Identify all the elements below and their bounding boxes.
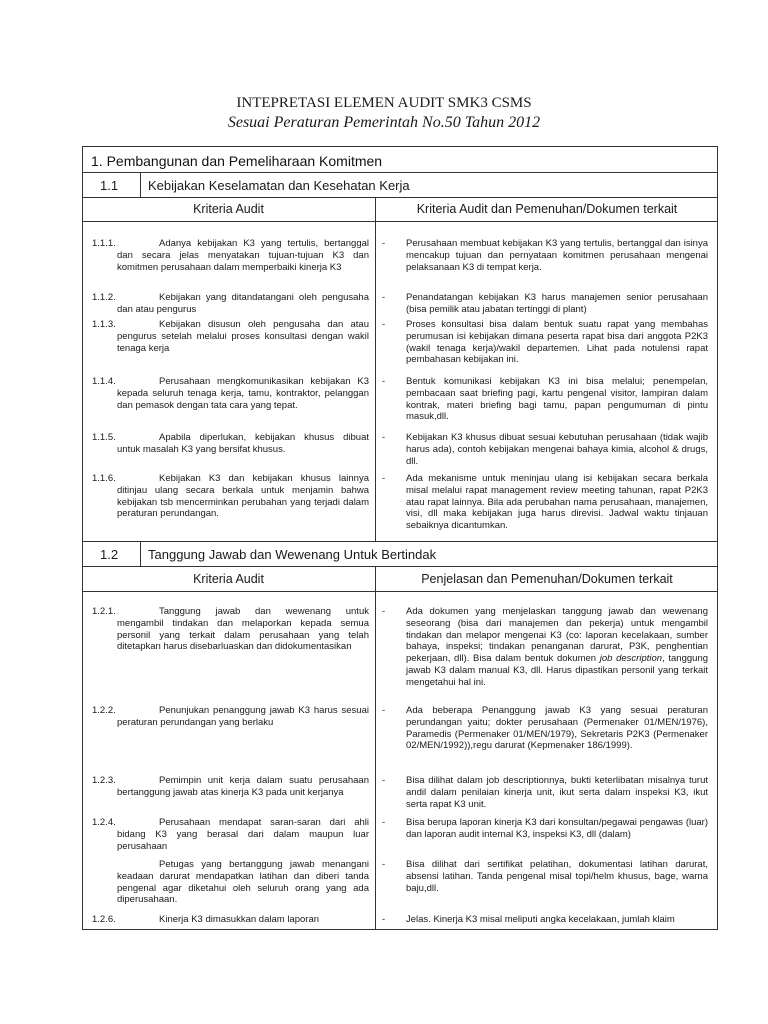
column-header-right: Kriteria Audit dan Pemenuhan/Dokumen terkait [416, 202, 678, 216]
section-title: 1. Pembangunan dan Pemeliharaan Komitmen [91, 153, 383, 169]
divider [82, 221, 718, 222]
subsection-title: Kebijakan Keselamatan dan Kesehatan Kerja [148, 178, 410, 193]
explanation-text: Kebijakan K3 khusus dibuat sesuai kebutuhan perusahaan (tidak wajib harus ada), contoh kebijakan mengenai bahaya kimia, alcohol & drugs, dll. [406, 432, 708, 467]
subsection-number: 1.1 [100, 178, 119, 193]
criteria-number: 1.1.2. [92, 292, 116, 303]
bullet-dash: - [382, 914, 386, 925]
divider [82, 172, 718, 173]
criteria-number: 1.1.4. [92, 376, 116, 387]
criteria-text: Petugas yang bertanggung jawab menangani keadaan darurat mendapatkan latihan dan diberi tanda pengenal agar diketahui oleh seluruh orang yang ada diperusahaan. [117, 859, 369, 906]
explanation-text: Bisa dilihat dalam job descriptionnya, bukti keterlibatan misalnya turut andil dalam penilaian kinerja unit, ikut serta dalam inspeksi K3, ikut serta rapat K3 unit. [406, 775, 708, 810]
column-divider [375, 566, 376, 930]
bullet-dash: - [382, 319, 386, 330]
explanation-text: Bentuk komunikasi kebijakan K3 ini bisa melalui; penempelan, pembacaan saat briefing pagi, kartu pengenal visitor, lampiran dalam kontrak, materi briefing bagi tamu, papan pengumuman di pintu masuk,dll. [406, 376, 708, 423]
explanation-text: Ada dokumen yang menjelaskan tanggung jawab dan wewenang seseorang (bisa dari manajemen dan pekerja) untuk mengambil tindakan dan melapor mengenai K3 (co: laporan kecelakaan, sumber bahaya, inspeksi; tindakan penanganan darurat, P3K, penghentian pekerjaan, dll). Bisa dalam bentuk dokumen job description, tanggung jawab K3 dalam manual K3, dll. Harus dipastikan personil yang terkait mengetahui hal ini. [406, 606, 709, 688]
divider [82, 541, 718, 542]
criteria-number: 1.2.2. [92, 705, 116, 716]
criteria-number: 1.1.6. [92, 473, 116, 484]
criteria-text: Perusahaan mendapat saran-saran dari ahli bidang K3 yang berasal dari dalam maupun luar perusahaan [117, 817, 369, 852]
explanation-text: Bisa dilihat dari sertifikat pelatihan, dokumentasi latihan darurat, absensi latihan. Tanda pengenal misal topi/helm khusus, bage, warna baju,dll. [406, 859, 708, 894]
column-divider [375, 197, 376, 541]
criteria-number: 1.1.3. [92, 319, 116, 330]
divider [82, 566, 718, 567]
criteria-text: Pemimpin unit kerja dalam suatu perusahaan bertanggung jawab atas kinerja K3 pada unit kerjanya [117, 775, 369, 798]
column-header-left: Kriteria Audit [193, 202, 264, 216]
subsection-number: 1.2 [100, 547, 119, 562]
bullet-dash: - [382, 432, 386, 443]
criteria-text: Tanggung jawab dan wewenang untuk mengambil tindakan dan melaporkan kepada semua personil yang terkait dalam perusahaan yang telah ditetapkan harus disebarluaskan dan didokumentasikan [117, 606, 369, 653]
criteria-number: 1.2.4. [92, 817, 116, 828]
divider [82, 197, 718, 198]
divider [82, 591, 718, 592]
criteria-number: 1.2.6. [92, 914, 116, 925]
criteria-number: 1.2.3. [92, 775, 116, 786]
column-header-right: Penjelasan dan Pemenuhan/Dokumen terkait [421, 572, 673, 586]
bullet-dash: - [382, 238, 386, 249]
bullet-dash: - [382, 859, 386, 870]
bullet-dash: - [382, 473, 386, 484]
criteria-number: 1.1.1. [92, 238, 116, 249]
bullet-dash: - [382, 775, 386, 786]
criteria-number: 1.2.1. [92, 606, 116, 617]
divider [140, 541, 141, 566]
explanation-text: Penandatangan kebijakan K3 harus manajemen senior perusahaan (bisa pemilik atau jabatan tertinggi di plant) [406, 292, 708, 315]
document-subtitle: Sesuai Peraturan Pemerintah No.50 Tahun 2012 [227, 114, 541, 131]
bullet-dash: - [382, 705, 386, 716]
criteria-number: 1.1.5. [92, 432, 116, 443]
bullet-dash: - [382, 292, 386, 303]
criteria-text: Kebijakan disusun oleh pengusaha dan atau pengurus setelah melalui proses konsultasi dengan wakil tenaga kerja [117, 319, 369, 354]
subsection-title: Tanggung Jawab dan Wewenang Untuk Bertindak [148, 547, 437, 562]
explanation-text: Proses konsultasi bisa dalam bentuk suatu rapat yang membahas perumusan isi kebijakan dimana peserta rapat bisa dari anggota P2K3 (wakil tenaga kerja)/wakil departemen. Lihat pada notulensi rapat pembahasan kebijakan ini. [406, 319, 708, 366]
explanation-text: Bisa berupa laporan kinerja K3 dari konsultan/pegawai pengawas (luar) dan laporan audit internal K3, inspeksi K3, dll (dalam) [406, 817, 708, 840]
criteria-text: Adanya kebijakan K3 yang tertulis, bertanggal dan secara jelas menyatakan tujuan-tujuan K3 dan komitmen perusahaan dalam memperbaiki kinerja K3 [117, 238, 369, 273]
explanation-text: Jelas. Kinerja K3 misal meliputi angka kecelakaan, jumlah klaim [406, 914, 675, 925]
divider [140, 172, 141, 197]
bullet-dash: - [382, 817, 386, 828]
explanation-text: Ada mekanisme untuk meninjau ulang isi kebijakan secara berkala misal melalui rapat management review meeting tahunan, rapat P2K3 atau rapat lainnya. Bila ada perubahan nama perusahaan, manajemen, visi, dll maka kebijakan juga harus direvisi. Jadwal waktu tinjauan sebaiknya dicantumkan. [406, 473, 708, 532]
criteria-text: Kinerja K3 dimasukkan dalam laporan [159, 914, 320, 925]
criteria-text: Kebijakan yang ditandatangani oleh pengusaha dan atau pengurus [117, 292, 369, 315]
column-header-left: Kriteria Audit [193, 572, 264, 586]
explanation-text: Ada beberapa Penanggung jawab K3 yang sesuai peraturan perundangan yaitu; dokter perusahaan (Permenaker 01/MEN/1976), Paramedis (Permenaker 01/MEN/1979), Sekretaris P2K3 (Permenaker 02/MEN/1992)),regu darurat (Kepmenaker 186/1999). [406, 705, 708, 752]
criteria-text: Penunjukan penanggung jawab K3 harus sesuai peraturan perundangan yang berlaku [117, 705, 369, 728]
criteria-text: Perusahaan mengkomunikasikan kebijakan K3 kepada seluruh tenaga kerja, tamu, kontraktor, pelanggan dan pemasok dengan tata cara yang tepat. [117, 376, 369, 411]
criteria-text: Apabila diperlukan, kebijakan khusus dibuat untuk masalah K3 yang bersifat khusus. [117, 432, 369, 455]
document-title: INTEPRETASI ELEMEN AUDIT SMK3 CSMS [236, 95, 532, 111]
criteria-text: Kebijakan K3 dan kebijakan khusus lainnya ditinjau ulang secara berkala untuk menjamin bahwa kebijakan tsb mencerminkan perubahan yang terjadi dalam peraturan perundangan. [117, 473, 369, 520]
explanation-text: Perusahaan membuat kebijakan K3 yang tertulis, bertanggal dan isinya mencakup tujuan dan pernyataan komitmen perusahaan mengenai pelaksanaan K3 di tempat kerja. [406, 238, 708, 273]
bullet-dash: - [382, 376, 386, 387]
bullet-dash: - [382, 606, 386, 617]
